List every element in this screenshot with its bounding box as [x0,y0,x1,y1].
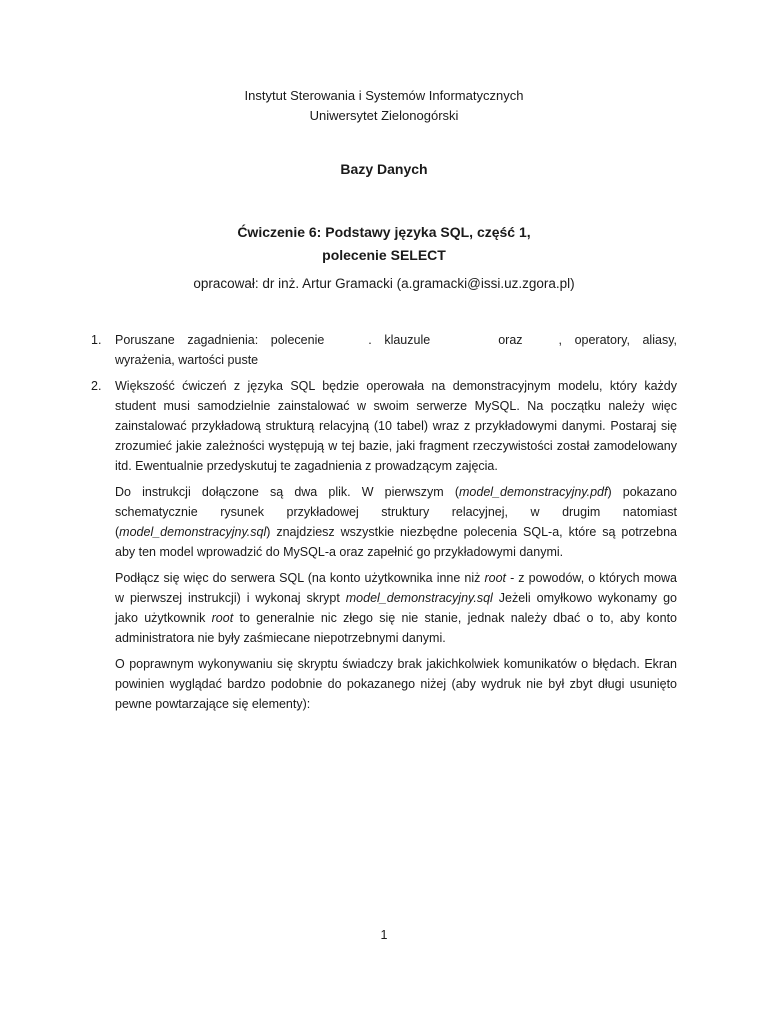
text-fragment: . klauzule [368,333,431,347]
university-name: Uniwersytet Zielonogórski [309,108,459,123]
exercise-title-line1: Ćwiczenie 6: Podstawy języka SQL, część 1, [237,224,531,240]
text-fragment: ) znajdziesz wszystkie niezbędne polecenia SQL-a, które są potrzebna aby ten model wprowadzić do MySQL-a oraz zapełnić go przykładowymi danymi. [115,525,677,559]
text-fragment: - z powodów, o których mowa w pierwszej instrukcji) i wykonaj skrypt [115,571,677,605]
user-root: root [484,571,506,585]
text-fragment: Podłącz się więc do serwera SQL (na konto użytkownika inne niż [115,571,485,585]
list-item [91,376,677,714]
text-fragment: oraz [498,333,523,347]
paragraph [115,568,677,648]
institute-name: Instytut Sterowania i Systemów Informatycznych [244,88,524,103]
course-title: Bazy Danych [340,161,428,177]
list-item [91,330,677,370]
paragraph: Większość ćwiczeń z języka SQL będzie operowała na demonstracyjnym modelu, który każdy student musi samodzielnie zainstalować w swoim serwerze MySQL. Na początku należy więc zainstalować przykładową strukturą relacyjną (10 tabel) wraz z przykładowymi danymi. Postaraj się zrozumieć jakie zależności występują w tej bazie, jaki fragment rzeczywistości został zamodelowany itd. Ewentualnie przedyskutuj te zagadnienia z prowadzącym zajęcia. [115,379,677,473]
filename-sql: model_demonstracyjny.sql [119,525,267,539]
exercise-title-line2: polecenie SELECT [322,247,446,263]
text-fragment: ) pokazano schematycznie rysunek przykładowej struktury relacyjnej, w drugim natomiast ( [115,485,677,539]
page-number: 1 [380,928,388,942]
text-fragment: , operatory, aliasy, wyrażenia, wartości puste [115,333,677,367]
list-item-number: 1. [91,333,102,347]
text-fragment: Jeżeli omyłkowo wykonamy go jako użytkownik [115,591,677,625]
author-line: opracował: dr inż. Artur Gramacki (a.gramacki@issi.uz.zgora.pl) [193,276,575,291]
filename-pdf: model_demonstracyjny.pdf [459,485,608,499]
user-root: root [211,611,234,625]
paragraph: O poprawnym wykonywaniu się skryptu świadczy brak jakichkolwiek komunikatów o błędach. Ekran powinien wyglądać bardzo podobnie do pokazanego niżej (aby wydruk nie był zbyt długi usunięto pewne powtarzające się elementy): [115,657,677,711]
numbered-list [91,330,677,720]
text-fragment: Poruszane zagadnienia: polecenie [115,333,325,347]
text-fragment: Do instrukcji dołączone są dwa plik. W pierwszym ( [115,485,460,499]
text-fragment: to generalnie nic złego się nie stanie, jednak należy dbać o to, aby konto administratora nie były zaśmiecane niepotrzebnymi danymi. [115,611,677,645]
list-item-number: 2. [91,379,102,393]
filename-sql: model_demonstracyjny.sql [345,591,493,605]
list-item-text [115,330,677,370]
paragraph [115,482,677,562]
